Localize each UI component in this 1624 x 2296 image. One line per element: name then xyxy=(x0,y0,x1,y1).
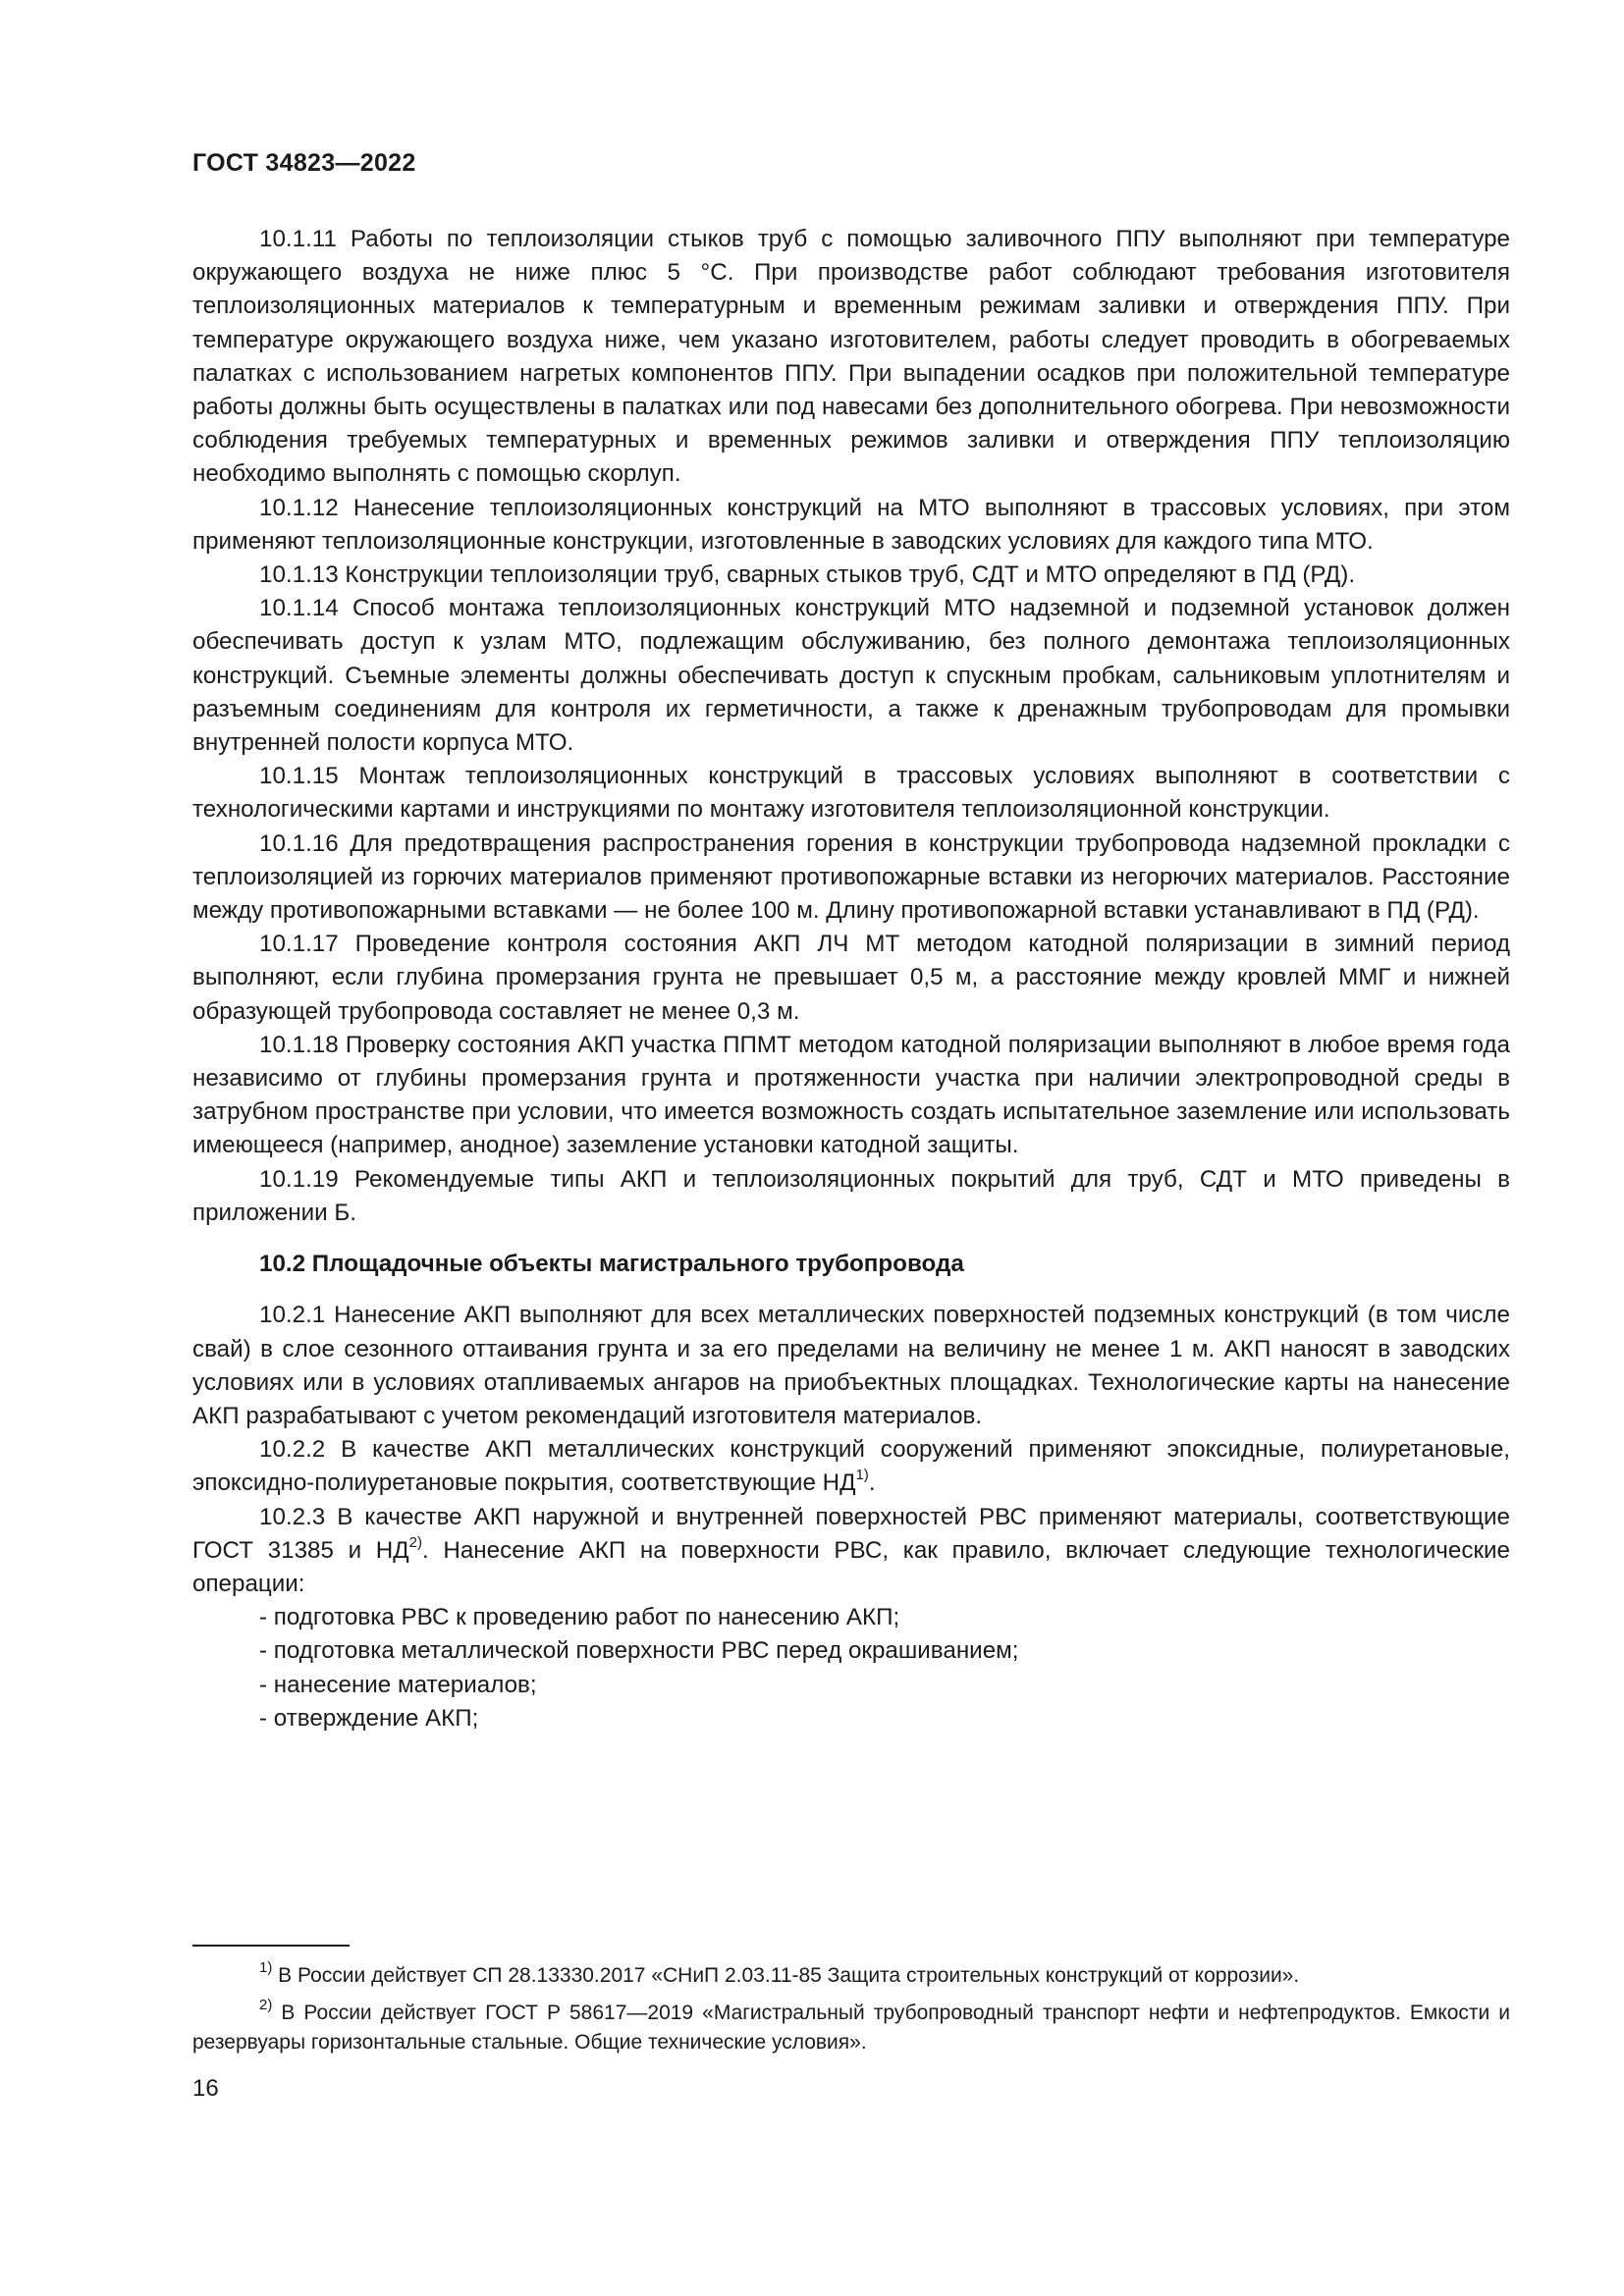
paragraph-10-2-3 xyxy=(192,1501,1510,1602)
list-item: - нанесение материалов; xyxy=(259,1671,537,1698)
paragraph-10-2-2 xyxy=(192,1433,1510,1500)
paragraph-tail: . xyxy=(868,1469,876,1497)
paragraph-10-1-19: 10.1.19 Рекомендуемые типы АКП и теплоизоляционных покрытий для труб, СДТ и МТО приведены в приложении Б. xyxy=(192,1165,1510,1226)
footnote-ref-2: 2) xyxy=(408,1533,422,1551)
footnote-text: В России действует ГОСТ Р 58617—2019 «Магистральный трубопроводный транспорт нефти и нефтепродуктов. Емкости и резервуары горизонтальные стальные. Общие технические условия». xyxy=(192,2002,1510,2054)
paragraph-10-1-16: 10.1.16 Для предотвращения распространения горения в конструкции трубопровода надземной прокладки с теплоизоляцией из горючих материалов применяют противопожарные вставки из негорючих материалов. Расстояние между противопожарными вставками — не более 100 м. Длину противопожарной вставки устанавливают в ПД (РД). xyxy=(192,829,1510,925)
paragraph-10-1-17: 10.1.17 Проведение контроля состояния АКП ЛЧ МТ методом катодной поляризации в зимний период выполняют, если глубина промерзания грунта не превышает 0,5 м, а расстояние между кровлей ММГ и нижней образующей трубопровода составляет не менее 0,3 м. xyxy=(192,931,1510,1025)
paragraph-text: 10.2.3 В качестве АКП наружной и внутренней поверхностей РВС применяют материалы, соответствующие ГОСТ 31385 и НД xyxy=(192,1503,1510,1564)
footnote-text: В России действует СП 28.13330.2017 «СНиП 2.03.11-85 Защита строительных конструкций от коррозии». xyxy=(272,1964,1300,1987)
list-item: - подготовка РВС к проведению работ по нанесению АКП; xyxy=(259,1604,900,1631)
document-header: ГОСТ 34823—2022 xyxy=(192,149,416,177)
list-item: - подготовка металлической поверхности РВС перед окрашиванием; xyxy=(259,1637,1019,1665)
paragraph-10-1-13: 10.1.13 Конструкции теплоизоляции труб, сварных стыков труб, СДТ и МТО определяют в ПД (РД). xyxy=(259,561,1356,589)
main-content xyxy=(192,223,1510,1735)
paragraph-10-1-11: 10.1.11 Работы по теплоизоляции стыков труб с помощью заливочного ППУ выполняют при температуре окружающего воздуха не ниже плюс 5 °С. При производстве работ соблюдают требования изготовителя теплоизоляционных материалов к температурным и временным режимам заливки и отверждения ППУ. При температуре окружающего воздуха ниже, чем указано изготовителем, работы следует проводить в обогреваемых палатках с использованием нагретых компонентов ППУ. При выпадении осадков при положительной температуре работы должны быть осуществлены в палатках или под навесами без дополнительного обогрева. При невозможности соблюдения требуемых температурных и временных режимов заливки и отверждения ППУ теплоизоляцию необходимо выполнять с помощью скорлуп. xyxy=(192,226,1510,488)
paragraph-10-1-18: 10.1.18 Проверку состояния АКП участка ППМТ методом катодной поляризации выполняют в любое время года независимо от глубины промерзания грунта и протяженности участка при наличии электропроводной среды в затрубном пространстве при условии, что имеется возможность создать испытательное заземление или использовать имеющееся (например, анодное) заземление установки катодной защиты. xyxy=(192,1031,1510,1159)
paragraph-10-1-15: 10.1.15 Монтаж теплоизоляционных конструкций в трассовых условиях выполняют в соответствии с технологическими картами и инструкциями по монтажу изготовителя теплоизоляционной конструкции. xyxy=(192,763,1510,824)
page-number: 16 xyxy=(192,2075,219,2102)
paragraph-10-1-12: 10.1.12 Нанесение теплоизоляционных конструкций на МТО выполняют в трассовых условиях, при этом применяют теплоизоляционные конструкции, изготовленные в заводских условиях для каждого типа МТО. xyxy=(192,494,1510,555)
paragraph-text: 10.2.2 В качестве АКП металлических конструкций сооружений применяют эпоксидные, полиуретановые, эпоксидно-полиуретановые покрытия, соответствующие НД xyxy=(192,1436,1510,1497)
paragraph-tail: . Нанесение АКП на поверхности РВС, как правило, включает следующие технологические операции: xyxy=(192,1536,1511,1597)
paragraph-10-2-1: 10.2.1 Нанесение АКП выполняют для всех металлических поверхностей подземных конструкций (в том числе свай) в слое сезонного оттаивания грунта и за его пределами на величину не менее 1 м. АКП наносят в заводских условиях или в условиях отапливаемых ангаров на приобъектных площадках. Технологические карты на нанесение АКП разрабатывают с учетом рекомендаций изготовителя материалов. xyxy=(192,1302,1510,1429)
section-title-10-2: 10.2 Площадочные объекты магистрального трубопровода xyxy=(259,1251,964,1278)
footnote-2 xyxy=(192,1999,1510,2057)
footnote-ref-1: 1) xyxy=(855,1467,869,1484)
footnote-divider xyxy=(192,1945,350,1947)
footnote-1 xyxy=(192,1961,1510,1991)
list-item: - отверждение АКП; xyxy=(259,1704,479,1732)
operations-list xyxy=(192,1601,1510,1735)
footnote-mark: 2) xyxy=(259,1997,273,2013)
paragraph-10-1-14: 10.1.14 Способ монтажа теплоизоляционных конструкций МТО надземной и подземной установок должен обеспечивать доступ к узлам МТО, подлежащим обслуживанию, без полного демонтажа теплоизоляционных конструкций. Съемные элементы должны обеспечивать доступ к спускным пробкам, сальниковым уплотнителям и разъемным соединениям для контроля их герметичности, а также к дренажным трубопроводам для промывки внутренней полости корпуса МТО. xyxy=(192,595,1510,757)
footnotes xyxy=(192,1961,1510,2065)
footnote-mark: 1) xyxy=(259,1959,273,1976)
